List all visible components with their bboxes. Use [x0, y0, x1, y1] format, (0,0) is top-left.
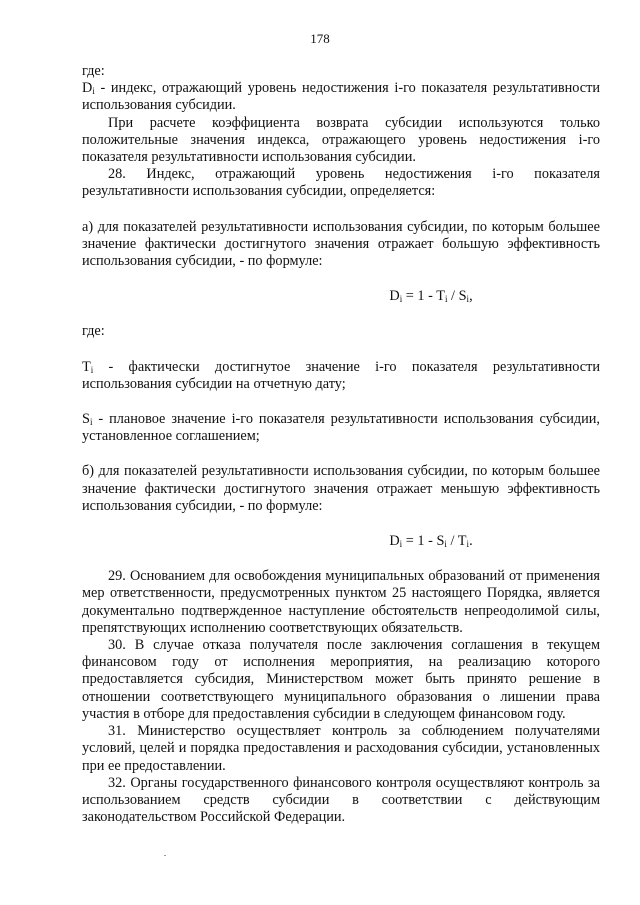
formula-a: $D_i = 1 - T_i / S_i$, — [389, 288, 473, 305]
scan-artifact — [164, 855, 166, 856]
where-label: где: — [82, 63, 105, 79]
paragraph-28: 28. Индекс, отражающий уровень недостижения i-го показателя результативности использования субсидии, определяется: — [82, 166, 600, 200]
document-body — [82, 63, 600, 826]
paragraph-calculation-note: При расчете коэффициента возврата субсидии используются только положительные значения индекса, отражающего уровень недостижения i-го показателя результативности использования субсидии. — [82, 114, 600, 166]
where-label-2: где: — [82, 323, 105, 340]
paragraph-30: 30. В случае отказа получателя после заключения соглашения в текущем финансовом году от исполнения мероприятия, на реализацию которого предоставляется субсидия, Министерством может быть принято решение в отношении соответствующего муниципального образования о лишении права участия в отборе для предоставления субсидии в следующем финансовом году. — [82, 637, 600, 722]
paragraph-a: а) для показателей результативности использования субсидии, по которым большее значение фактически достигнутого значения отражает большую эффективность использования субсидии, - по формуле: — [82, 218, 600, 270]
paragraph-b: б) для показателей результативности использования субсидии, по которым большее значение фактически достигнутого значения отражает меньшую эффективность использования субсидии, - по формуле: — [82, 463, 600, 514]
paragraph-si-definition: $S_i$ - плановое значение i-го показателя результативности использования субсидии, установленное соглашением; — [82, 411, 600, 445]
paragraph-32: 32. Органы государственного финансового контроля осуществляют контроль за использованием средств субсидии в соответствии с действующим законодательством Российской Федерации. — [82, 774, 600, 826]
paragraph-ti-definition: $T_i$ - фактически достигнутое значение i-го показателя результативности использования субсидии на отчетную дату; — [82, 358, 600, 392]
paragraph-31: 31. Министерство осуществляет контроль за соблюдением получателями условий, целей и порядка предоставления и расходования субсидии, установленных при ее предоставлении. — [82, 723, 600, 774]
paragraph-29: 29. Основанием для освобождения муниципальных образований от применения мер ответственности, предусмотренных пунктом 25 настоящего Порядка, является документально подтвержденное наступление обстоятельств непреодолимой силы, препятствующих исполнению соответствующих обязательств. — [82, 568, 600, 636]
paragraph-di-definition: $D_i$ - индекс, отражающий уровень недостижения i-го показателя результативности использования субсидии. — [82, 80, 600, 114]
formula-b: $D_i = 1 - S_i / T_i$. — [389, 533, 473, 550]
page-number: 178 — [310, 31, 330, 46]
